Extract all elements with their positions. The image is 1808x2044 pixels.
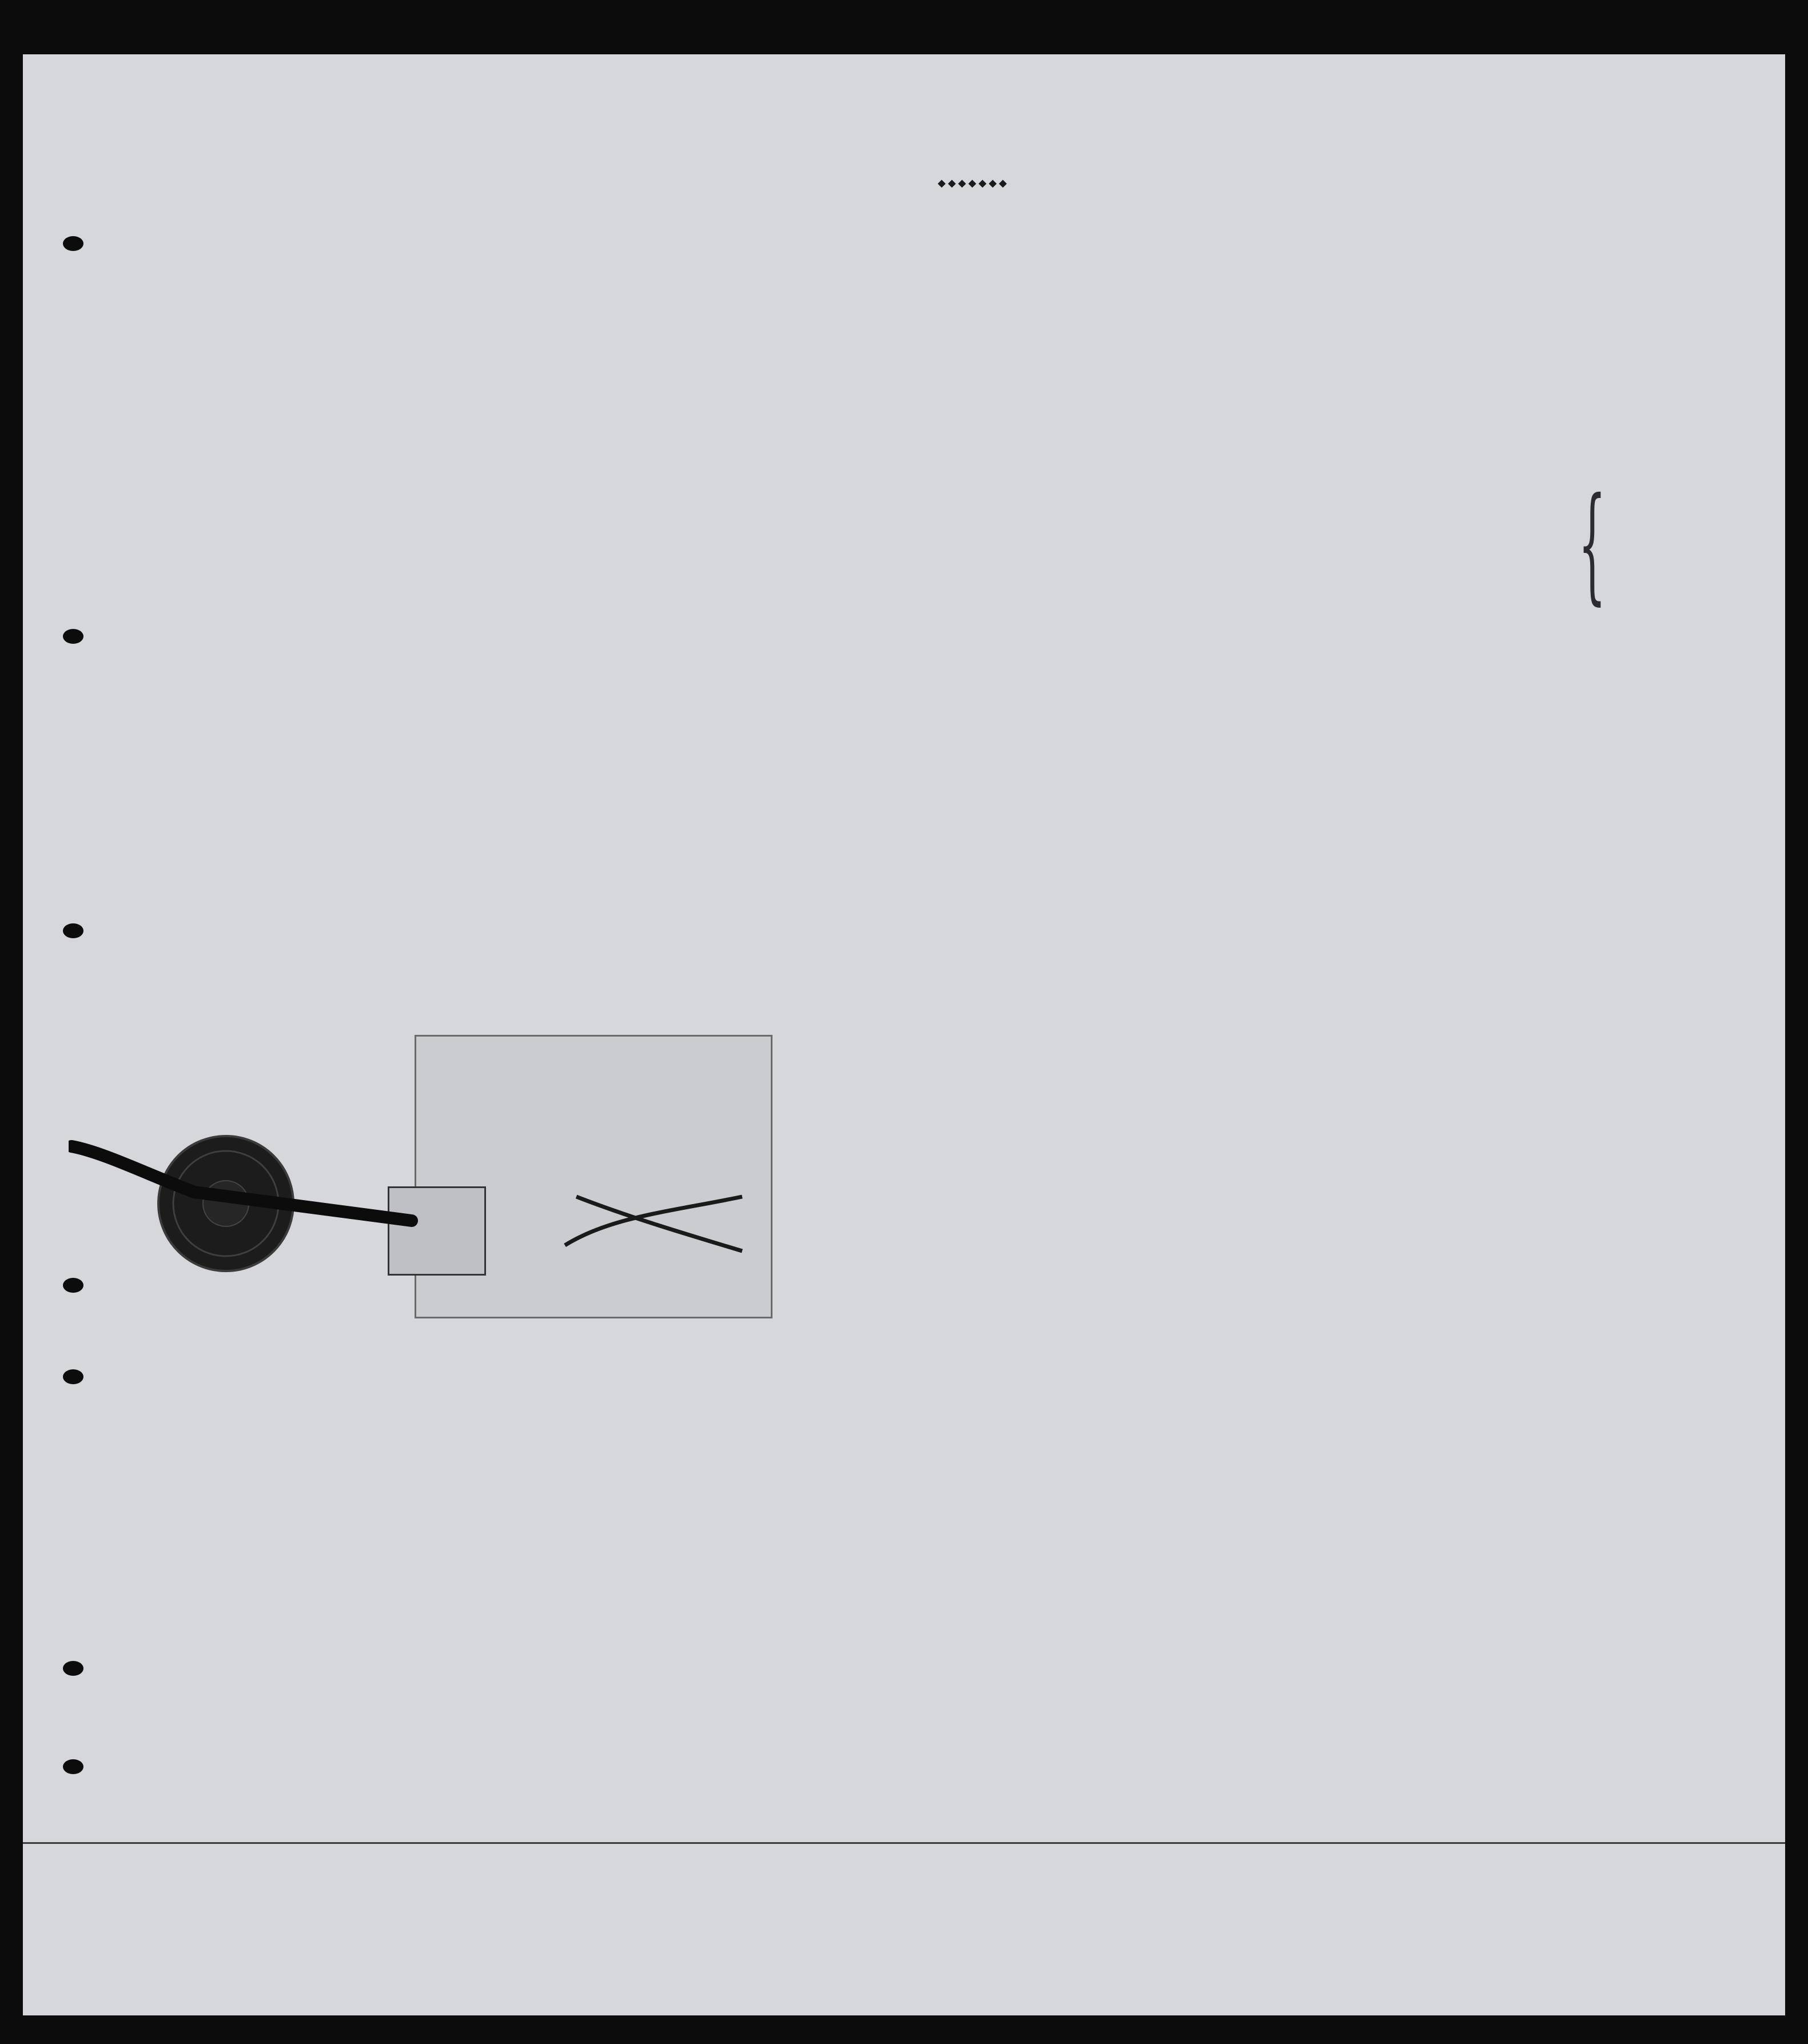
cancel-cross-mark — [559, 1194, 748, 1257]
punch-hole — [63, 236, 83, 251]
punch-hole — [63, 1661, 83, 1676]
punch-hole — [63, 1759, 83, 1774]
footer-divider — [23, 1842, 1785, 1844]
punch-hole — [63, 629, 83, 644]
consular-stamp — [415, 1035, 772, 1318]
manifest-sheet — [23, 54, 1785, 2015]
seal-ribbon — [69, 1129, 423, 1244]
brace-mark: { — [1578, 471, 1606, 617]
punch-hole — [63, 923, 83, 938]
title-ornament: ◆◆◆◆◆◆◆ — [938, 177, 1009, 189]
punch-hole — [63, 1369, 83, 1384]
punch-hole — [63, 1278, 83, 1293]
